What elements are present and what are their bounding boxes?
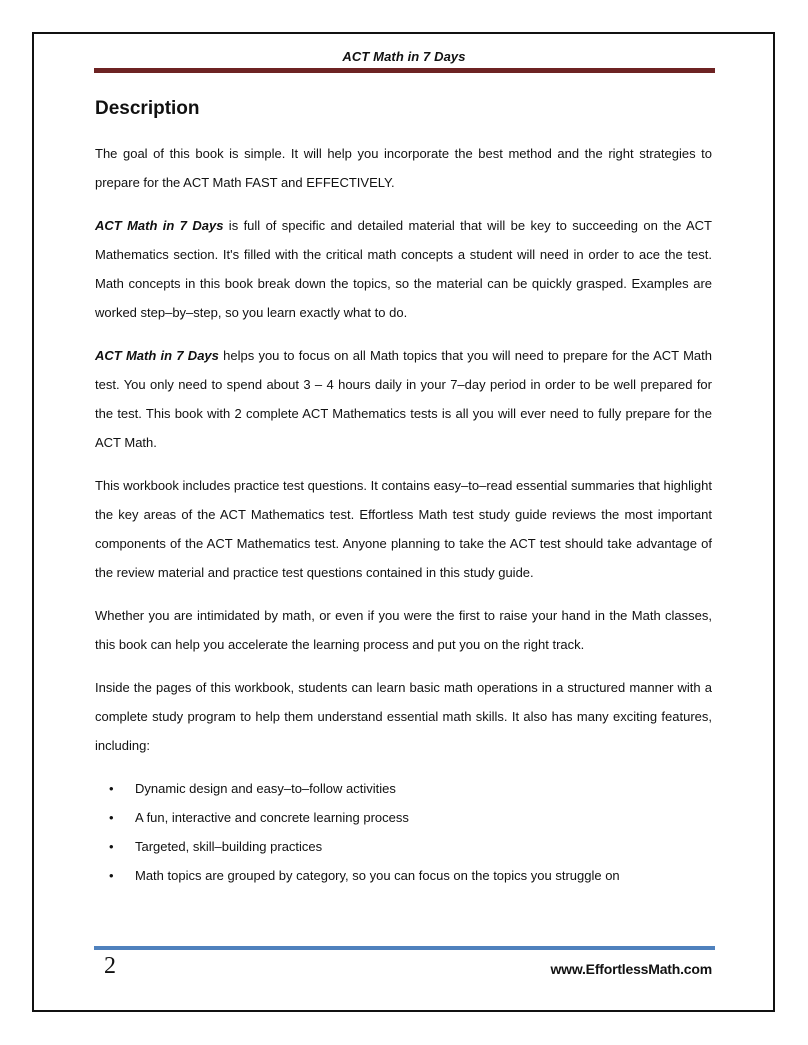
paragraph-material [95, 211, 712, 327]
paragraph-workbook: This workbook includes practice test questions. It contains easy–to–read essential summaries that highlight the key areas of the ACT Mathematics test. Effortless Math test study guide reviews the most important components of the ACT Mathematics test. Anyone planning to take the ACT test should take advantage of the review material and practice test questions contained in this study guide. [95, 478, 712, 580]
book-title-emphasis: ACT Math in 7 Days [95, 348, 219, 363]
paragraph-text: is full of specific and detailed material that will be key to succeeding on the ACT Mathematics section. It's filled with the critical math concepts a student will need in order to ace the test. Math concepts in this book break down the topics, so the material can be quickly grasped. Examples are worked step–by–step, so you learn exactly what to do. [95, 218, 712, 320]
paragraph-focus [95, 341, 712, 457]
paragraph-text: helps you to focus on all Math topics that you will need to prepare for the ACT Math test. You only need to spend about 3 – 4 hours daily in your 7–day period in order to be well prepared for the test. This book with 2 complete ACT Mathematics tests is all you will ever need to fully prepare for the ACT Math. [95, 348, 713, 450]
bullet-icon: • [109, 839, 114, 854]
list-item-text: Math topics are grouped by category, so you can focus on the topics you struggle on [135, 868, 620, 883]
header-rule [94, 68, 715, 73]
section-heading: Description [95, 98, 200, 119]
bullet-icon: • [109, 810, 114, 825]
bullet-icon: • [109, 781, 114, 796]
paragraph-goal: The goal of this book is simple. It will help you incorporate the best method and the right strategies to prepare for the ACT Math FAST and EFFECTIVELY. [95, 146, 712, 190]
list-item-text: A fun, interactive and concrete learning process [135, 810, 409, 825]
book-title-emphasis: ACT Math in 7 Days [95, 218, 224, 233]
footer-website-link[interactable]: www.EffortlessMath.com [550, 961, 712, 977]
list-item-text: Dynamic design and easy–to–follow activities [135, 781, 396, 796]
list-item [95, 832, 712, 861]
list-item [95, 774, 712, 803]
list-item [95, 803, 712, 832]
features-list [95, 774, 712, 890]
list-item [95, 861, 712, 890]
paragraph-intimidated: Whether you are intimidated by math, or even if you were the first to raise your hand in the Math classes, this book can help you accelerate the learning process and put you on the right track. [95, 608, 712, 652]
paragraph-features-intro: Inside the pages of this workbook, students can learn basic math operations in a structured manner with a complete study program to help them understand essential math skills. It also has many exciting features, including: [95, 680, 712, 753]
page-content [95, 95, 712, 890]
page-number: 2 [104, 953, 116, 979]
bullet-icon: • [109, 868, 114, 883]
footer-rule [94, 946, 715, 950]
running-header-title: ACT Math in 7 Days [342, 49, 466, 64]
list-item-text: Targeted, skill–building practices [135, 839, 323, 854]
